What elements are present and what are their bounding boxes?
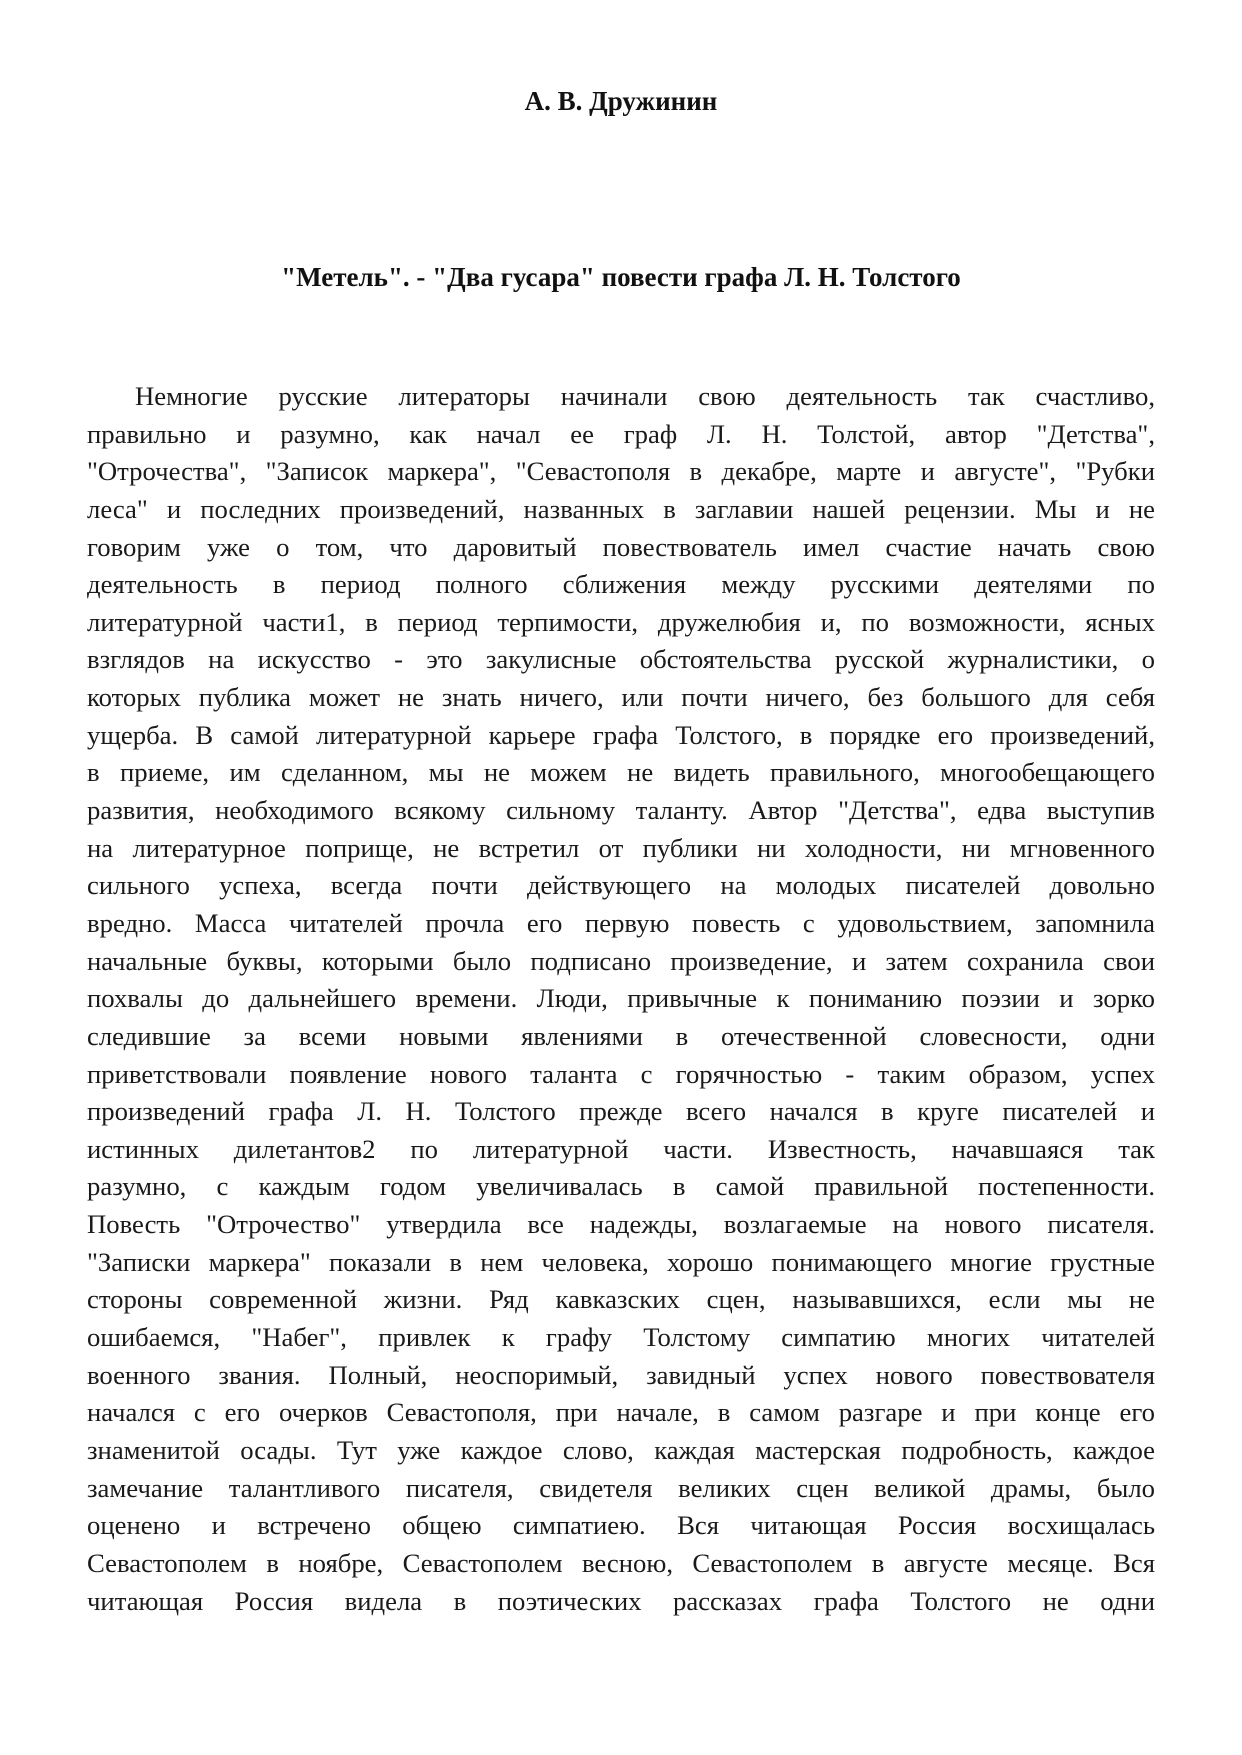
- text-line: приветствовали появление нового таланта с горячностью - таким образом, успех: [87, 1058, 1155, 1089]
- text-line: правильно и разумно, как начал ее граф Л. Н. Толстой, автор "Детства",: [87, 418, 1155, 449]
- text-line: стороны современной жизни. Ряд кавказских сцен, называвшихся, если мы не: [87, 1284, 1155, 1315]
- text-line: литературной части1, в период терпимости, дружелюбия и, по возможности, ясных: [87, 606, 1155, 637]
- text-line: начальные буквы, которыми было подписано произведение, и затем сохранила свои: [87, 945, 1155, 976]
- article-title: "Метель". - "Два гусара" повести графа Л. Н. Толстого: [281, 262, 961, 292]
- text-line: ущерба. В самой литературной карьере графа Толстого, в порядке его произведений,: [87, 719, 1155, 750]
- text-line: которых публика может не знать ничего, или почти ничего, без большого для себя: [87, 682, 1155, 713]
- text-line: взглядов на искусство - это закулисные обстоятельства русской журналистики, о: [87, 644, 1155, 675]
- text-line: замечание талантливого писателя, свидетеля великих сцен великой драмы, было: [87, 1472, 1155, 1503]
- text-line: истинных дилетантов2 по литературной части. Известность, начавшаяся так: [87, 1133, 1155, 1164]
- text-line: "Отрочества", "Записок маркера", "Севастополя в декабре, марте и августе", "Рубки: [87, 456, 1155, 487]
- author-name: А. В. Дружинин: [524, 86, 718, 116]
- text-line: знаменитой осады. Тут уже каждое слово, каждая мастерская подробность, каждое: [87, 1434, 1155, 1465]
- text-line: в приеме, им сделанном, мы не можем не видеть правильного, многообещающего: [87, 757, 1155, 788]
- text-line: "Записки маркера" показали в нем человека, хорошо понимающего многие грустные: [87, 1246, 1155, 1277]
- text-line: Немногие русские литераторы начинали свою деятельность так счастливо,: [135, 381, 1155, 411]
- text-line: ошибаемся, "Набег", привлек к графу Толстому симпатию многих читателей: [87, 1322, 1155, 1353]
- text-line: говорим уже о том, что даровитый повествователь имел счастие начать свою: [87, 531, 1155, 562]
- text-line: оценено и встречено общею симпатиею. Вся читающая Россия восхищалась: [87, 1510, 1155, 1541]
- text-line: военного звания. Полный, неоспоримый, завидный успех нового повествователя: [87, 1359, 1155, 1390]
- text-line: на литературное поприще, не встретил от публики ни холодности, ни мгновенного: [87, 832, 1155, 863]
- text-line: леса" и последних произведений, названных в заглавии нашей рецензии. Мы и не: [87, 493, 1155, 524]
- text-line: читающая Россия видела в поэтических рассказах графа Толстого не одни: [87, 1585, 1155, 1616]
- text-line: Повесть "Отрочество" утвердила все надежды, возлагаемые на нового писателя.: [87, 1209, 1155, 1240]
- text-line: развития, необходимого всякому сильному таланту. Автор "Детства", едва выступив: [87, 795, 1155, 826]
- text-line: начался с его очерков Севастополя, при начале, в самом разгаре и при конце его: [87, 1397, 1155, 1428]
- text-line: деятельность в период полного сближения между русскими деятелями по: [87, 569, 1155, 600]
- text-line: вредно. Масса читателей прочла его первую повесть с удовольствием, запомнила: [87, 907, 1155, 938]
- text-line: похвалы до дальнейшего времени. Люди, привычные к пониманию поэзии и зорко: [87, 983, 1155, 1014]
- text-line: произведений графа Л. Н. Толстого прежде всего начался в круге писателей и: [87, 1096, 1155, 1127]
- text-line: следившие за всеми новыми явлениями в отечественной словесности, одни: [87, 1020, 1155, 1051]
- body-paragraph: [87, 378, 1155, 1620]
- text-line: разумно, с каждым годом увеличивалась в самой правильной постепенности.: [87, 1171, 1155, 1202]
- text-line: Севастополем в ноябре, Севастополем весною, Севастополем в августе месяце. Вся: [87, 1547, 1155, 1578]
- text-line: сильного успеха, всегда почти действующего на молодых писателей довольно: [87, 870, 1155, 901]
